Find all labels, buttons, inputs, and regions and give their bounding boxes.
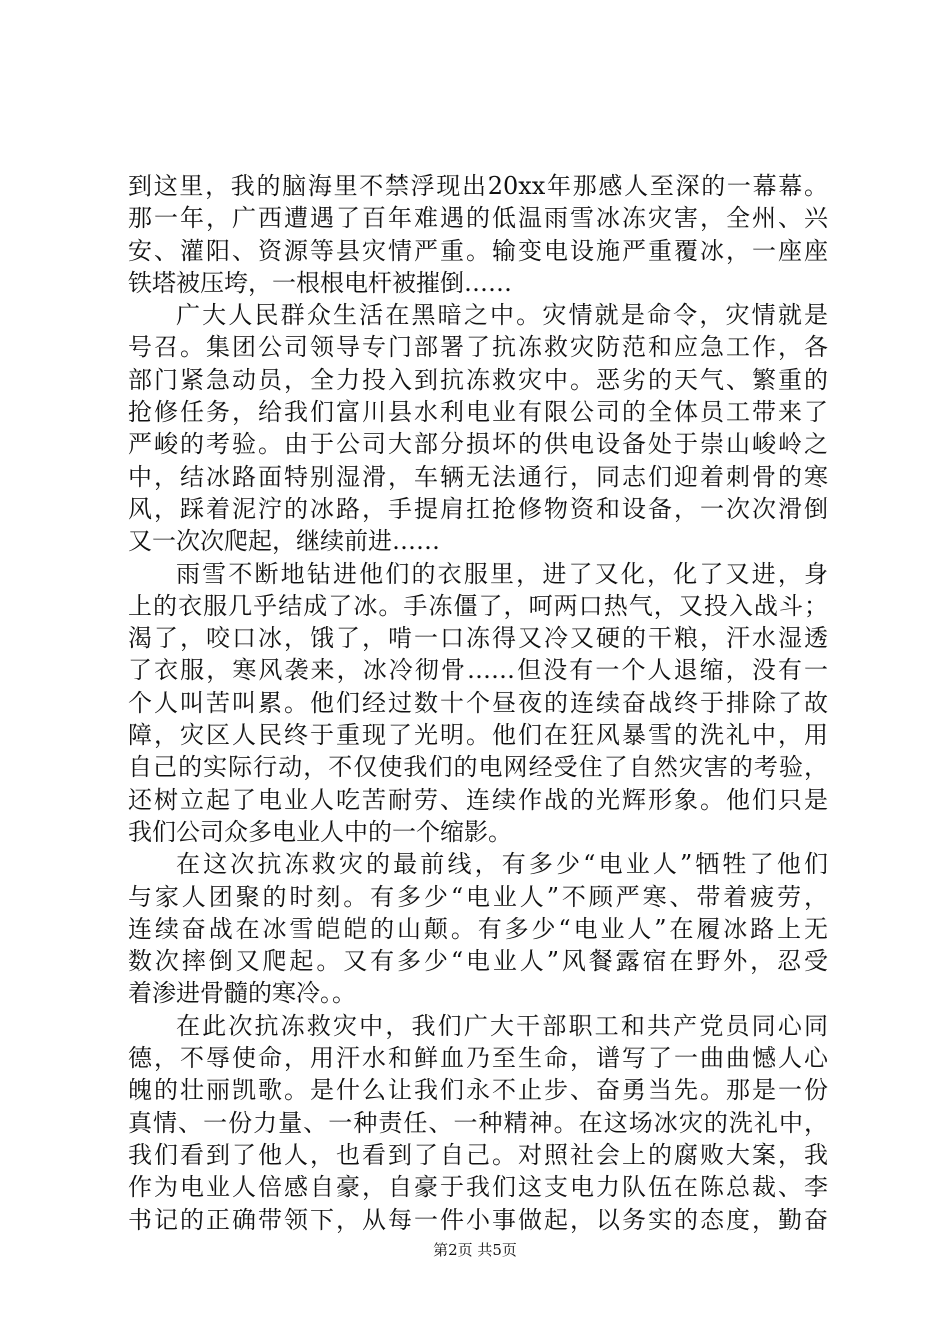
text-line: 障，灾区人民终于重现了光明。他们在狂风暴雪的洗礼中，用	[128, 721, 828, 750]
text-line: 又一次次爬起，继续前进……	[128, 527, 440, 556]
text-line: 个人叫苦叫累。他们经过数十个昼夜的连续奋战终于排除了故	[128, 688, 828, 717]
paragraph-start-line: 在这次抗冻救灾的最前线，有多少“电业人”牺牲了他们	[176, 850, 828, 879]
text-line: 那一年，广西遭遇了百年难遇的低温雨雪冰冻灾害，全州、兴	[128, 204, 828, 233]
text-line: 铁塔被压垮，一根根电杆被摧倒……	[128, 268, 512, 297]
paragraph-start-line: 广大人民群众生活在黑暗之中。灾情就是命令，灾情就是	[176, 301, 828, 330]
text-line: 着渗进骨髓的寒冷。。	[128, 979, 356, 1008]
text-line: 严峻的考验。由于公司大部分损坏的供电设备处于崇山峻岭之	[128, 430, 828, 459]
text-line: 了衣服，寒风袭来，冰冷彻骨……但没有一个人退缩，没有一	[128, 656, 828, 685]
text-line: 中，结冰路面特别湿滑，车辆无法通行，同志们迎着刺骨的寒	[128, 462, 828, 491]
text-line: 抢修任务，给我们富川县水利电业有限公司的全体员工带来了	[128, 398, 828, 427]
text-line: 书记的正确带领下，从每一件小事做起，以务实的态度，勤奋	[128, 1205, 828, 1234]
text-line: 还树立起了电业人吃苦耐劳、连续作战的光辉形象。他们只是	[128, 785, 828, 814]
text-line: 部门紧急动员，全力投入到抗冻救灾中。恶劣的天气、繁重的	[128, 365, 828, 394]
text-line: 安、灌阳、资源等县灾情严重。输变电设施严重覆冰，一座座	[128, 236, 828, 265]
text-line: 魄的壮丽凯歌。是什么让我们永不止步、奋勇当先。那是一份	[128, 1076, 828, 1105]
text-line: 数次摔倒又爬起。又有多少“电业人”风餐露宿在野外，忍受	[128, 947, 828, 976]
text-line: 自己的实际行动，不仅使我们的电网经受住了自然灾害的考验，	[128, 753, 828, 782]
text-line: 与家人团聚的时刻。有多少“电业人”不顾严寒、带着疲劳，	[128, 882, 828, 911]
body-text	[128, 170, 828, 1236]
text-line: 渴了，咬口冰，饿了，啃一口冻得又冷又硬的干粮，汗水湿透	[128, 624, 828, 653]
paragraph-start-line: 在此次抗冻救灾中，我们广大干部职工和共产党员同心同	[176, 1011, 828, 1040]
text-line: 我们公司众多电业人中的一个缩影。	[128, 817, 512, 846]
text-line: 德，不辱使命，用汗水和鲜血乃至生命，谱写了一曲曲憾人心	[128, 1044, 828, 1073]
text-line: 号召。集团公司领导专门部署了抗冻救灾防范和应急工作，各	[128, 333, 828, 362]
page-footer: 第2页 共5页	[433, 1241, 517, 1259]
text-line: 作为电业人倍感自豪，自豪于我们这支电力队伍在陈总裁、李	[128, 1173, 828, 1202]
text-line: 真情、一份力量、一种责任、一种精神。在这场冰灾的洗礼中，	[128, 1108, 828, 1137]
text-line: 上的衣服几乎结成了冰。手冻僵了，呵两口热气，又投入战斗；	[128, 591, 828, 620]
text-line: 我们看到了他人，也看到了自己。对照社会上的腐败大案，我	[128, 1140, 828, 1169]
text-line: 连续奋战在冰雪皑皑的山颠。有多少“电业人”在履冰路上无	[128, 914, 828, 943]
text-line: 风，踩着泥泞的冰路，手提肩扛抢修物资和设备，一次次滑倒	[128, 494, 828, 523]
paragraph-start-line: 雨雪不断地钻进他们的衣服里，进了又化，化了又进，身	[176, 559, 828, 588]
text-line: 到这里，我的脑海里不禁浮现出20xx年那感人至深的一幕幕。	[128, 172, 828, 200]
